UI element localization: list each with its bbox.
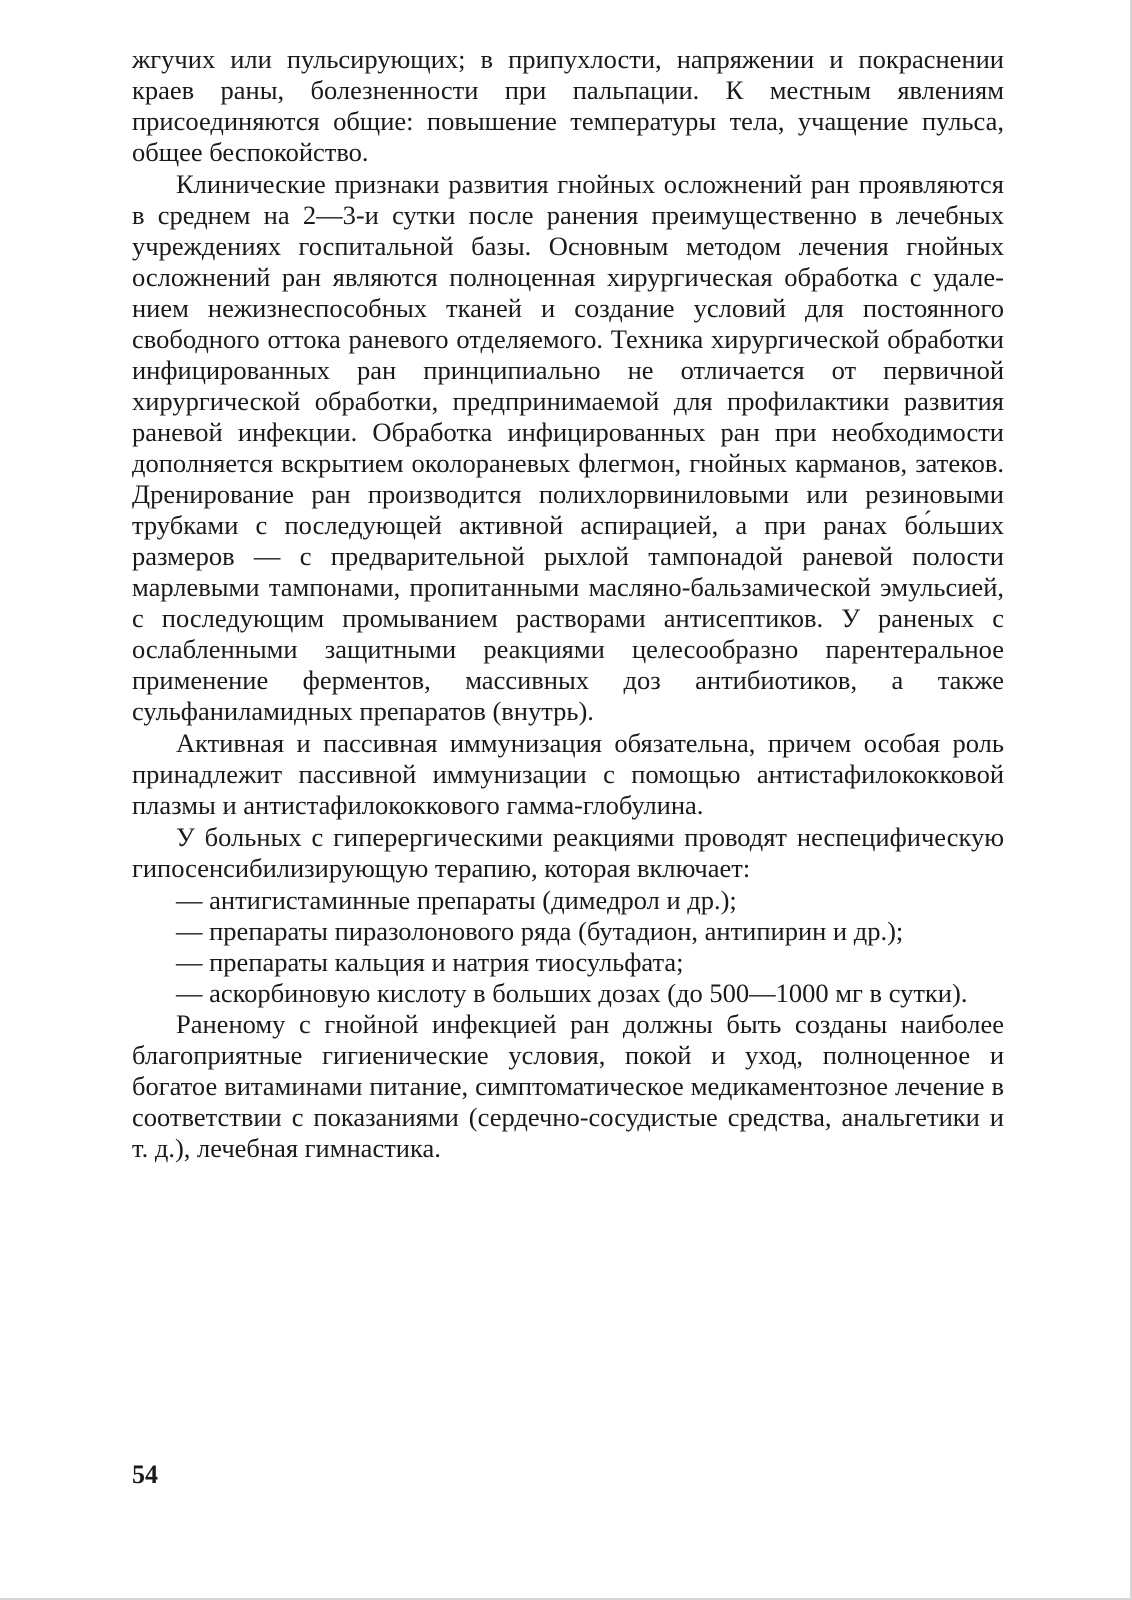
body-text [132, 44, 1004, 1165]
paragraph-1: жгучих или пульсирующих; в припухлости, напряжении и покраснении краев раны, болезненности при пальпации. К местным явлениям присоединяются общие: повышение температуры тела, учащение пульса, общее беспокойство. [132, 44, 1004, 167]
paragraph-2: Клинические признаки развития гнойных осложнений ран проявляются в среднем на 2—3-и сутки после ранения преимущественно в лечебных учреждениях госпитальной базы. Основным методом лечения гнойных осложнений ран являются полноценная хирургическая обработка с удалением нежизнеспособных тканей и создание условий для постоянного свободного оттока раневого отделяемого. Техника хирургической обработки инфицированных ран принципиально не отличается от первичной хирургической обработки, предпринимаемой для профилактики развития раневой инфекции. Обработка инфицированных ран при необходимости дополняется вскрытием околораневых флегмон, гнойных карманов, затеков. Дренирование ран производится полихлорвиниловыми или резиновыми трубками с последующей активной аспирацией, а при ранах бо́льших размеров — с предварительной рыхлой тампонадой раневой полости марлевыми тампонами, пропитанными масляно-бальзамической эмульсией, с последующим промыванием растворами антисептиков. У раненых с ослабленными защитными реакциями целесообразно парентеральное применение ферментов, массивных доз антибиотиков, а также сульфаниламидных препаратов (внутрь). [132, 169, 1004, 726]
paragraph-4: У больных с гиперергическими реакциями проводят неспецифическую гипосенсибилизирующую терапию, которая включает: [132, 822, 1004, 883]
list-item-4: — аскорбиновую кислоту в больших дозах (до 500—1000 мг в сутки). [176, 978, 968, 1008]
page-number: 54 [132, 1460, 158, 1489]
closing-paragraph: Раненому с гнойной инфекцией ран должны быть созданы наиболее благоприятные гигиенические условия, покой и уход, полноценное и богатое витаминами питание, симптоматическое медикаментозное лечение в соответствии с показаниями (сердечно-сосудистые средства, анальгетики и т. д.), лечебная гимнастика. [132, 1009, 1004, 1163]
list-item-2: — препараты пиразолонового ряда (бутадион, антипирин и др.); [176, 916, 904, 946]
list-item-3: — препараты кальция и натрия тиосульфата; [176, 947, 684, 977]
list-item-1: — антигистаминные препараты (димедрол и др.); [176, 885, 737, 915]
paragraph-3: Активная и пассивная иммунизация обязательна, причем особая роль принадлежит пассивной иммунизации с помощью антистафилококковой плазмы и антистафилококкового гамма-глобулина. [132, 728, 1004, 820]
